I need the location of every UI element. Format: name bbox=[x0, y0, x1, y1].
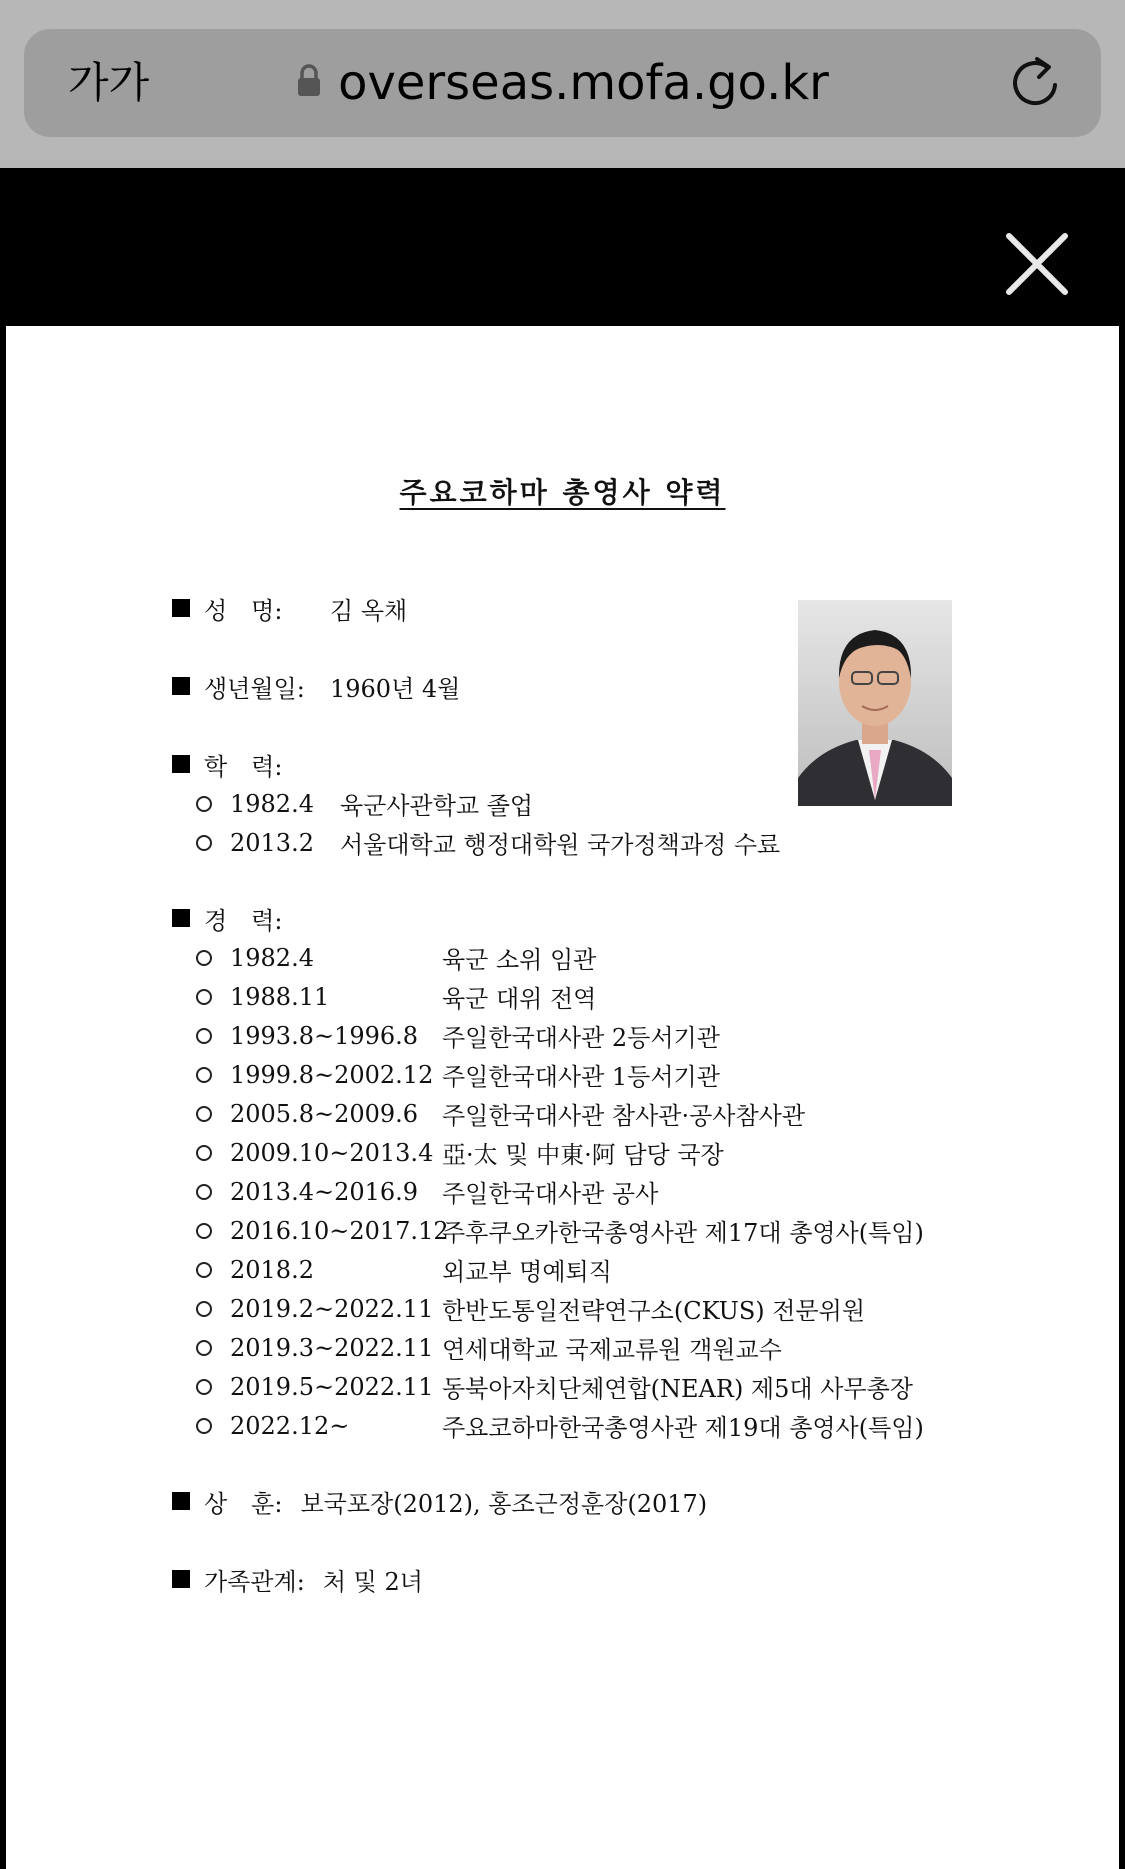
career-text: 주후쿠오카한국총영사관 제17대 총영사(특임) bbox=[442, 1219, 924, 1247]
circle-bullet-icon bbox=[196, 950, 212, 966]
lock-icon bbox=[296, 52, 322, 112]
birth-row bbox=[166, 666, 986, 706]
circle-bullet-icon bbox=[196, 1223, 212, 1239]
url-text: overseas.mofa.go.kr bbox=[338, 55, 829, 111]
career-date: 2009.10~2013.4 bbox=[230, 1138, 434, 1167]
career-date: 2019.3~2022.11 bbox=[230, 1333, 434, 1362]
circle-bullet-icon bbox=[196, 1340, 212, 1356]
career-heading bbox=[166, 898, 986, 938]
circle-bullet-icon bbox=[196, 1145, 212, 1161]
circle-bullet-icon bbox=[196, 1028, 212, 1044]
career-date: 1999.8~2002.12 bbox=[230, 1060, 434, 1089]
career-text: 亞·太 및 中東·阿 담당 국장 bbox=[442, 1141, 724, 1169]
birth-label: 생년월일: bbox=[204, 674, 305, 703]
career-date: 2016.10~2017.12 bbox=[230, 1216, 449, 1245]
circle-bullet-icon bbox=[196, 796, 212, 812]
career-text: 육군 대위 전역 bbox=[442, 985, 597, 1013]
career-date: 2005.8~2009.6 bbox=[230, 1099, 419, 1128]
text-size-button[interactable]: 가가 bbox=[68, 58, 150, 107]
circle-bullet-icon bbox=[196, 1262, 212, 1278]
reload-icon bbox=[1003, 51, 1067, 115]
square-bullet-icon bbox=[172, 599, 190, 617]
close-button[interactable] bbox=[1005, 232, 1069, 296]
viewer-header bbox=[0, 168, 1125, 326]
family-label: 가족관계: bbox=[204, 1567, 305, 1596]
list-item bbox=[166, 1133, 986, 1172]
list-item bbox=[166, 1055, 986, 1094]
education-heading bbox=[166, 744, 986, 784]
family-value: 처 및 2녀 bbox=[322, 1567, 423, 1596]
career-date: 2019.2~2022.11 bbox=[230, 1294, 434, 1323]
career-date: 2013.4~2016.9 bbox=[230, 1177, 419, 1206]
name-label: 성 명: bbox=[204, 596, 283, 625]
career-text: 주일한국대사관 참사관·공사참사관 bbox=[442, 1102, 806, 1130]
career-text: 주일한국대사관 공사 bbox=[442, 1180, 659, 1208]
list-item bbox=[166, 1016, 986, 1055]
circle-bullet-icon bbox=[196, 1106, 212, 1122]
career-text: 주일한국대사관 2등서기관 bbox=[442, 1024, 720, 1052]
list-item bbox=[166, 938, 986, 977]
circle-bullet-icon bbox=[196, 1184, 212, 1200]
document-title: 주요코하마 총영사 약력 bbox=[399, 476, 726, 509]
circle-bullet-icon bbox=[196, 1418, 212, 1434]
career-date: 1988.11 bbox=[230, 982, 330, 1011]
square-bullet-icon bbox=[172, 909, 190, 927]
square-bullet-icon bbox=[172, 1570, 190, 1588]
list-item bbox=[166, 823, 986, 862]
close-icon bbox=[1005, 232, 1069, 296]
career-date: 1993.8~1996.8 bbox=[230, 1021, 419, 1050]
reload-button[interactable] bbox=[1003, 51, 1067, 115]
list-item bbox=[166, 1406, 986, 1445]
circle-bullet-icon bbox=[196, 989, 212, 1005]
name-row bbox=[166, 588, 986, 628]
career-text: 육군 소위 임관 bbox=[442, 946, 597, 974]
awards-value: 보국포장(2012), 홍조근정훈장(2017) bbox=[300, 1489, 708, 1518]
education-text: 서울대학교 행정대학원 국가정책과정 수료 bbox=[340, 831, 781, 859]
family-row bbox=[166, 1559, 986, 1599]
document-page bbox=[6, 326, 1119, 1869]
education-text: 육군사관학교 졸업 bbox=[340, 792, 534, 820]
square-bullet-icon bbox=[172, 1492, 190, 1510]
url-display[interactable] bbox=[24, 53, 1101, 113]
birth-value: 1960년 4월 bbox=[330, 674, 461, 703]
address-bar[interactable] bbox=[24, 29, 1101, 137]
list-item bbox=[166, 977, 986, 1016]
list-item bbox=[166, 784, 986, 823]
awards-label: 상 훈: bbox=[204, 1489, 283, 1518]
career-label: 경 력: bbox=[204, 906, 283, 935]
list-item bbox=[166, 1094, 986, 1133]
list-item bbox=[166, 1211, 986, 1250]
career-date: 2022.12~ bbox=[230, 1411, 350, 1440]
square-bullet-icon bbox=[172, 755, 190, 773]
career-text: 동북아자치단체연합(NEAR) 제5대 사무총장 bbox=[442, 1375, 913, 1403]
career-text: 한반도통일전략연구소(CKUS) 전문위원 bbox=[442, 1297, 866, 1325]
education-list bbox=[166, 784, 986, 862]
square-bullet-icon bbox=[172, 677, 190, 695]
career-date: 2019.5~2022.11 bbox=[230, 1372, 434, 1401]
circle-bullet-icon bbox=[196, 1379, 212, 1395]
career-date: 1982.4 bbox=[230, 943, 314, 972]
circle-bullet-icon bbox=[196, 1067, 212, 1083]
career-date: 2018.2 bbox=[230, 1255, 314, 1284]
education-date: 1982.4 bbox=[230, 789, 314, 818]
list-item bbox=[166, 1367, 986, 1406]
list-item bbox=[166, 1250, 986, 1289]
awards-row bbox=[166, 1481, 986, 1521]
browser-toolbar bbox=[0, 0, 1125, 168]
circle-bullet-icon bbox=[196, 1301, 212, 1317]
education-label: 학 력: bbox=[204, 752, 283, 781]
list-item bbox=[166, 1172, 986, 1211]
circle-bullet-icon bbox=[196, 835, 212, 851]
name-value: 김 옥채 bbox=[330, 596, 408, 625]
career-text: 주요코하마한국총영사관 제19대 총영사(특임) bbox=[442, 1414, 924, 1442]
education-date: 2013.2 bbox=[230, 828, 314, 857]
career-text: 연세대학교 국제교류원 객원교수 bbox=[442, 1336, 782, 1364]
career-text: 외교부 명예퇴직 bbox=[442, 1258, 612, 1286]
career-text: 주일한국대사관 1등서기관 bbox=[442, 1063, 720, 1091]
profile-body bbox=[166, 588, 986, 1599]
list-item bbox=[166, 1328, 986, 1367]
list-item bbox=[166, 1289, 986, 1328]
career-list bbox=[166, 938, 986, 1445]
